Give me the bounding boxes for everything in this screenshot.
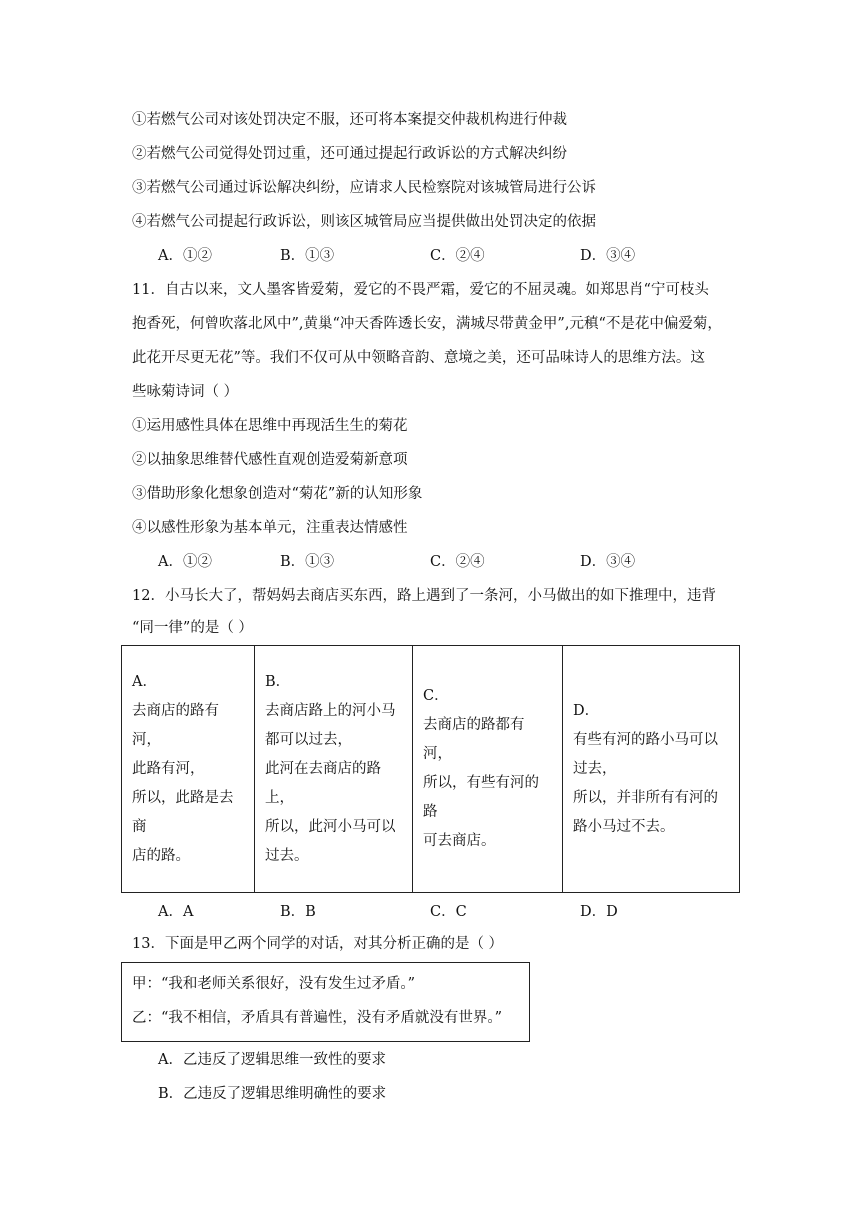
q10-option-b[interactable]: B．①③: [280, 248, 335, 264]
q11-option-a[interactable]: A．①②: [158, 554, 212, 570]
q12-cell-a: [122, 646, 255, 893]
q12-cell-a-line-4: 店的路。: [132, 847, 190, 864]
q12-cell-b-line-4: 上，: [265, 789, 294, 806]
q11-stem-line-2: 抱香死，何曾吹落北风中”,黄巢“冲天香阵透长安，满城尽带黄金甲”,元稹“不是花中偏爱菊，: [132, 316, 722, 332]
q12-option-a[interactable]: A．A: [158, 904, 194, 920]
q12-cell-c-line-2: 所以，有些有河的路: [423, 775, 539, 820]
q12-option-c[interactable]: C．C: [430, 904, 467, 920]
q11-statement-3: ③借助形象化想象创造对“菊花”新的认知形象: [132, 486, 423, 502]
q11-option-c[interactable]: C．②④: [430, 554, 485, 570]
q12-cell-d-line-2: 过去，: [573, 760, 617, 777]
q10-option-c[interactable]: C．②④: [430, 248, 485, 264]
q12-cell-d-line-3: 所以，并非所有有河的: [573, 789, 718, 806]
q11-option-b[interactable]: B．①③: [280, 554, 335, 570]
q10-option-d[interactable]: D．③④: [580, 248, 636, 264]
q12-option-b[interactable]: B．B: [280, 904, 316, 920]
q12-stem-line-2: “同一律”的是（ ）: [132, 620, 253, 636]
q12-cell-c-line-1: 去商店的路都有河，: [423, 717, 525, 762]
q12-cell-a-line-1: 去商店的路有河，: [132, 702, 219, 748]
q11-options: [158, 552, 718, 572]
q13-dialog-box: [121, 962, 530, 1042]
q12-cell-b-line-1: 去商店路上的河小马: [265, 702, 396, 719]
q11-option-d[interactable]: D．③④: [580, 554, 636, 570]
q13-dialog-line-1: 甲：“我和老师关系很好，没有发生过矛盾。”: [132, 976, 416, 992]
q12-cell-d-line-1: 有些有河的路小马可以: [573, 731, 718, 748]
q10-option-a[interactable]: A．①②: [158, 248, 212, 264]
q12-cell-a-line-3: 所以，此路是去商: [132, 789, 234, 835]
q12-cell-a-line-2: 此路有河，: [132, 760, 205, 777]
q13-option-b[interactable]: B．乙违反了逻辑思维明确性的要求: [158, 1086, 387, 1102]
q10-statement-4: ④若燃气公司提起行政诉讼，则该区城管局应当提供做出处罚决定的依据: [132, 214, 596, 230]
q12-cell-d: [563, 646, 740, 893]
q11-statement-2: ②以抽象思维替代感性直观创造爱菊新意项: [132, 452, 408, 468]
q12-cell-d-line-4: 路小马过不去。: [573, 818, 675, 835]
q10-statement-1: ①若燃气公司对该处罚决定不服，还可将本案提交仲裁机构进行仲裁: [132, 112, 567, 128]
q10-statement-2: ②若燃气公司觉得处罚过重，还可通过提起行政诉讼的方式解决纠纷: [132, 146, 567, 162]
q12-cell-b-line-3: 此河在去商店的路: [265, 760, 381, 777]
q12-cell-b-line-2: 都可以过去，: [265, 731, 352, 748]
q12-options-table: [121, 645, 740, 893]
q11-statement-4: ④以感性形象为基本单元，注重表达情感性: [132, 520, 408, 536]
q12-options: [158, 902, 718, 922]
q12-stem-line-1: 12．小马长大了，帮妈妈去商店买东西，路上遇到了一条河，小马做出的如下推理中，违背: [132, 588, 716, 604]
q11-stem-line-3: 此花开尽更无花”等。我们不仅可从中领略音韵、意境之美，还可品味诗人的思维方法。这: [132, 350, 705, 366]
q12-cell-c-line-3: 可去商店。: [423, 833, 496, 849]
q12-cell-d-label: D．: [573, 702, 600, 719]
q13-option-a[interactable]: A．乙违反了逻辑思维一致性的要求: [158, 1052, 386, 1068]
q12-option-d[interactable]: D．D: [580, 904, 618, 920]
q12-cell-c-label: C．: [423, 688, 449, 704]
q10-statement-3: ③若燃气公司通过诉讼解决纠纷，应请求人民检察院对该城管局进行公诉: [132, 180, 596, 196]
q10-options: [158, 246, 718, 266]
q12-cell-a-label: A．: [132, 673, 157, 690]
q11-statement-1: ①运用感性具体在思维中再现活生生的菊花: [132, 418, 408, 434]
q11-stem-line-1: 11．自古以来，文人墨客皆爱菊，爱它的不畏严霜，爱它的不屈灵魂。如郑思肖“宁可枝头: [132, 282, 709, 298]
q12-cell-b-label: B．: [265, 673, 291, 690]
q12-cell-b-line-6: 过去。: [265, 847, 309, 864]
q12-cell-b-line-5: 所以，此河小马可以: [265, 818, 396, 835]
q11-stem-line-4: 些咏菊诗词（ ）: [132, 384, 239, 400]
q12-cell-b: [255, 646, 413, 893]
q13-dialog-line-2: 乙：“我不相信，矛盾具有普遍性，没有矛盾就没有世界。”: [132, 1010, 503, 1026]
q13-stem: 13．下面是甲乙两个同学的对话，对其分析正确的是（ ）: [132, 936, 504, 952]
q12-cell-c: [413, 646, 563, 893]
